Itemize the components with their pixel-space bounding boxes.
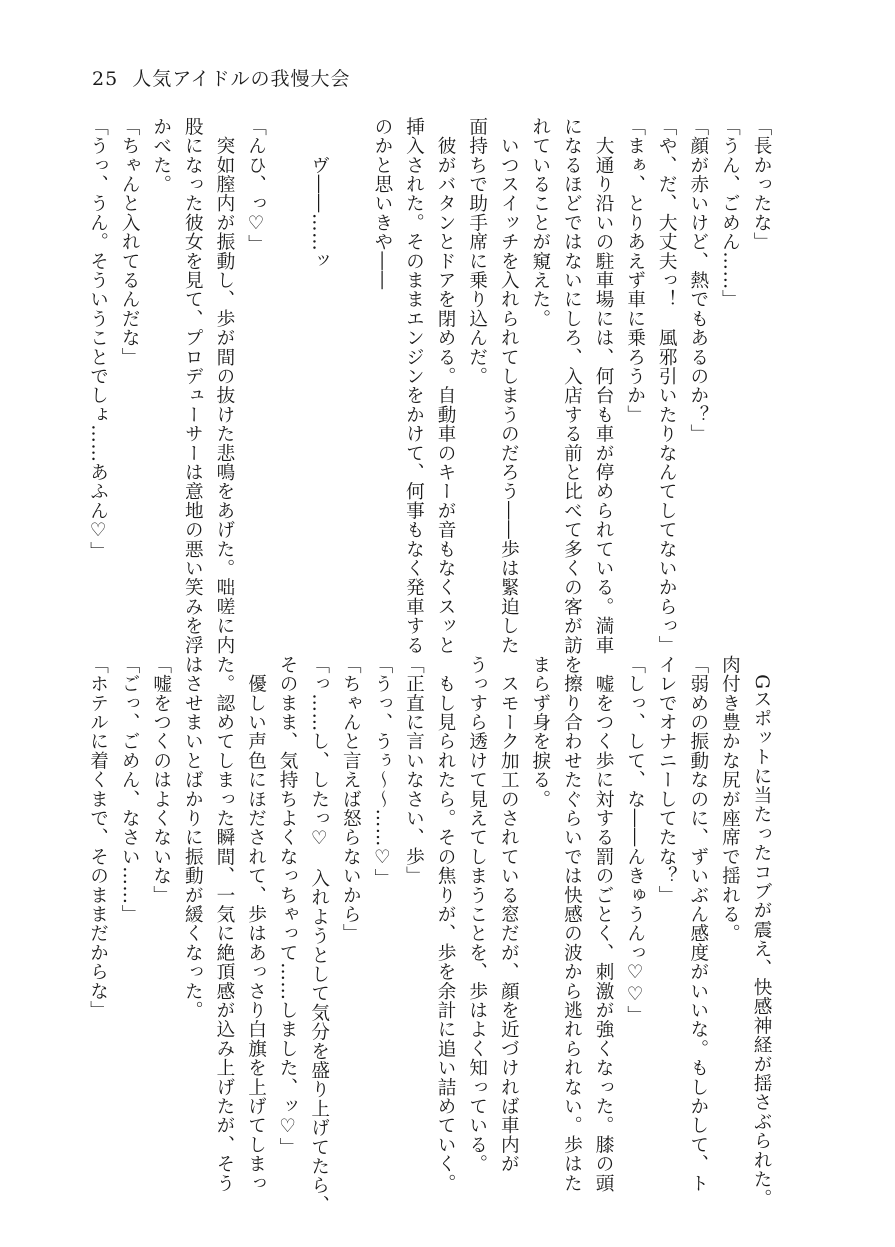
text-block-upper [87,117,777,655]
text-line: 「ごっ、ごめん、なさい……」 [119,655,141,924]
text-line: 「顔が赤いけど、熱でもあるのか？」 [687,117,709,444]
running-header [92,64,350,91]
text-line: Gスポットに当たったコブが震え、快感神経が揺さぶられた。 [751,655,772,1209]
text-line: になるほどではないにしろ、入店する前と比べて多くの客が訪 [561,117,583,655]
text-line: 嘘をつく歩に対する罰のごとく、刺激が強くなった。膝の頭 [593,655,615,1193]
text-line: 「うん、ごめん……」 [719,117,741,309]
text-block-lower [87,655,777,1215]
text-line: 肉付き豊かな尻が座席で揺れる。 [719,655,741,943]
blank-line [335,117,367,607]
text-line: そのまま、気持ちよくなっちゃって……しました、ッ♡」 [277,655,299,1157]
blank-line [272,117,304,607]
page-number: 25 [92,68,119,90]
text-line: 挿入された。そのままエンジンをかけて、何事もなく発車する [403,117,425,655]
text-line: 「ちゃんと入れてるんだな」 [119,117,141,367]
text-line: 「嘘をつくのはよくないな」 [150,655,172,905]
text-line: 大通り沿いの駐車場には、何台も車が停められている。満車 [593,117,615,655]
text-line: スモーク加工のされている窓だが、顔を近づければ車内が [498,655,520,1174]
sound-effect-line: ヴ――……ッ [308,117,330,271]
chapter-title: 人気アイドルの我慢大会 [132,68,351,90]
text-line: を擦り合わせたぐらいでは快感の波から逃れられない。歩はた [561,655,583,1193]
text-line: 優しい声色にほだされて、歩はあっさり白旗を上げてしまっ [245,655,267,1193]
text-line: はさせまいとばかりに振動が緩くなった。 [182,655,204,1020]
text-line: 「正直に言いなさい、歩」 [403,655,425,886]
text-line: 面持ちで助手席に乗り込んだ。 [466,117,488,386]
text-line: 「まぁ、とりあえず車に乗ろうか」 [624,117,646,425]
text-line: まらず身を捩る。 [529,655,551,809]
text-line: 「ホテルに着くまで、そのままだからな」 [87,655,109,1020]
text-line: のかと思いきや―― [371,117,393,290]
text-line: 股になった彼女を見て、プロデューサーは意地の悪い笑みを浮 [182,117,204,655]
text-line: 「長かったな」 [751,117,772,252]
text-line: 「うっ、うぅ～～……♡」 [371,655,393,888]
text-line: 「っ……し、したっ♡ 入れようとして気分を盛り上げてたら、 [308,655,330,1215]
text-line: 「んひ、っ♡」 [245,117,267,254]
text-line: いつスイッチを入れられてしまうのだろう――歩は緊迫した [498,117,520,655]
text-line: かべた。 [150,117,172,194]
text-line: もし見られたら。その焦りが、歩を余計に追い詰めていく。 [435,655,457,1193]
text-line: 突如膣内が振動し、歩が間の抜けた悲鳴をあげた。咄嗟に内 [213,117,235,655]
text-line: 「弱めの振動なのに、ずいぶん感度がいいな。もしかして、ト [687,655,709,1193]
text-line: 「しっ、して、な――んきゅうんっ♡♡」 [624,655,646,1025]
text-line: 「ちゃんと言えば怒らないから」 [340,655,362,943]
text-line: 「や、だ、大丈夫っ！ 風邪引いたりなんてしてないからっ」 [656,117,678,655]
text-line: うっすら透けて見えてしまうことを、歩はよく知っている。 [466,655,488,1174]
text-line: 彼がバタンとドアを閉める。自動車のキーが音もなくスッと [435,117,457,655]
text-line: た。認めてしまった瞬間、一気に絶頂感が込み上げたが、そう [213,655,235,1193]
text-line: れていることが窺えた。 [529,117,551,329]
text-line: 「うっ、うん。そういうことでしょ……あふん♡」 [87,117,109,561]
text-line: イレでオナニーしてたな？」 [656,655,678,905]
